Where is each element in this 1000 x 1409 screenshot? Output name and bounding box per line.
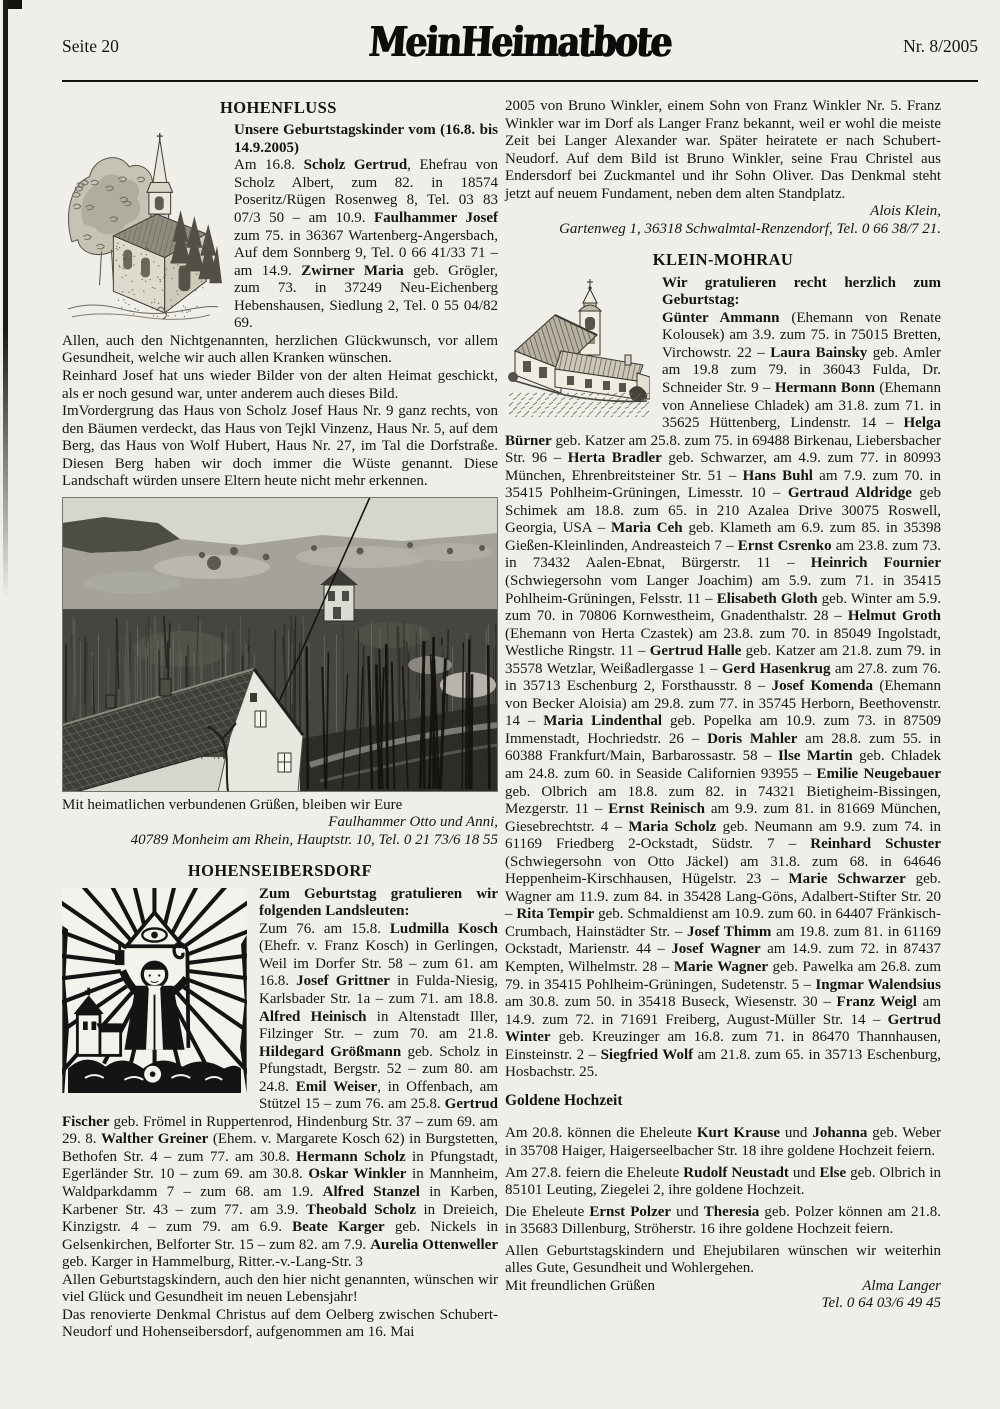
goldene-wishes: Allen Geburtstagskindern und Ehejubilaren wünschen wir weiterhin alles Gute, Gesundheit und Wohlergehen. [505, 1242, 941, 1277]
hohenseibersdorf-intro: Zum Geburtstag gratulieren wir folgenden Landsleuten: [259, 885, 498, 920]
goldene-p2: Am 27.8. feiern die Eheleute Rudolf Neustadt und Else geb. Olbrich in 85101 Leuting, Ziegelei 2, ihre goldene Hochzeit. [505, 1164, 941, 1199]
hohenfluss-block [62, 122, 498, 333]
closing-greeting: Mit freundlichen Grüßen [505, 1277, 655, 1294]
page-number-label: Seite 20 [62, 36, 119, 56]
hohenfluss-intro: Unsere Geburtstagskinder vom (16.8. bis 14.9.2005) [234, 122, 498, 156]
issue-number-label: Nr. 8/2005 [903, 36, 978, 56]
caption-signature: Faulhammer Otto und Anni, [328, 814, 498, 831]
left-column [62, 98, 498, 1342]
goldene-p3: Die Eheleute Ernst Polzer und Theresia geb. Polzer können am 21.8. in 35683 Dillenburg, Ströherstr. 16 ihre goldene Hochzeit feiern. [505, 1203, 941, 1238]
saint-woodcut-illustration [62, 888, 247, 1093]
closing-signature: Alma Langer [862, 1277, 941, 1294]
page-header [62, 0, 978, 78]
crozier-icon [187, 954, 188, 1048]
section-heading-kleinmohrau: KLEIN-MOHRAU [652, 250, 794, 270]
paragraph-denkmal-continuation: 2005 von Bruno Winkler, einem Sohn von Franz Winkler Nr. 5. Franz Winkler war im Dorf als Langer Franz bekannt, weil er wohl die meiste Zeit bei Langer Alexander war. Später heiratete er nach Schubert-Neudorf. Auf dem Bild ist Bruno Winkler, seine Frau Christel aus Endersdorf bei Zuckmantel und ihr Sohn Oliver. Das Denkmal steht jetzt auf neuem Fundament, neben dem alten Standplatz. [505, 98, 941, 202]
chapel-illustration [62, 124, 222, 324]
section-heading-hohenseibersdorf: HOHENSEIBERSDORF [187, 861, 373, 881]
village-church-illustration [505, 277, 650, 417]
paragraph-vordergrund: ImVordergrung das Haus von Scholz Josef Haus Nr. 9 ganz rechts, von den Bäumen verdeckt, das Haus von Tejkl Vinzenz, Haus Nr. 5, auf dem Berg, das Haus von Wolf Hubert, Haus Nr. 27, im Tal die Dorfstraße. Diesen Berg haben wir doch immer die Wüste genannt. Diese Landschaft würden unsere Eltern heute nicht mehr erkennen. [62, 403, 498, 490]
continuation-signature: Alois Klein, [870, 203, 941, 220]
goldene-p1: Am 20.8. können die Eheleute Kurt Krause und Johanna geb. Weber in 35708 Haiger, Haigerseelbacher Str. 18 ihre goldene Hochzeit feiern. [505, 1125, 942, 1159]
kleinmohrau-intro: Wir gratulieren recht herzlich zum Geburtstag: [662, 274, 941, 309]
header-rule [62, 80, 978, 82]
continuation-address: Gartenweg 1, 36318 Schwalmtal-Renzendorf, Tel. 0 66 38/7 21. [559, 220, 941, 237]
section-heading-goldene-hochzeit: Goldene Hochzeit [505, 1091, 623, 1109]
masthead-title: MeinHeimatbote [367, 18, 673, 66]
closing-row [505, 1278, 941, 1296]
scan-edge-artifact [3, 0, 8, 600]
landscape-photo [62, 497, 498, 792]
paragraph-birthday-wishes: Allen Geburtstagskindern, auch den hier nicht genannten, wünschen wir viel Glück und Gesundheit im neuen Lebensjahr! [62, 1271, 498, 1306]
paragraph-wishes: Allen, auch den Nichtgenannten, herzlichen Glückwunsch, vor allem Gesundheit, welche wir auch allen Kranken wünschen. [62, 332, 498, 367]
right-column [505, 98, 941, 1342]
hohenseibersdorf-block [62, 886, 498, 1272]
hohenseibersdorf-birthdays: Zum 76. am 15.8. Ludmilla Kosch (Ehefr. v. Franz Kosch) in Gerlingen, Weil im Dorfer Str. 58 – zum 61. am 16.8. Josef Grittner in Fulda-Niesig, Karlsbader Str. 1a – zum 71. am 18.8. Alfred Heinisch in Altenstadt Iller, Filzinger Str. – zum 70. am 21.8. Hildegard Größmann geb. Scholz in Pfungstadt, Bergstr. 52 – zum 80. am 24.8. Emil Weiser, in Offenbach, am Stützel 15 – zum 76. am 25.8. Gertrud Fischer geb. Frömel in Ruppertenrod, Hindenburg Str. 37 – zum 69. am 29. 8. Walther Greiner (Ehem. v. Margarete Kosch 62) in Burgstetten, Bethofen Str. 4 – zum 77. am 30.8. Hermann Scholz in Pfungstadt, Egerländer Str. 10 – zum 69. am 30.8. Oskar Winkler in Mannheim, Waldparkdamm 7 – zum 68. am 1.9. Alfred Stanzel in Karben, Karbener Str. 43 – zum 77. am 3.9. Theobald Scholz in Dreieich, Kinzigstr. 4 – zum 79. am 6.9. Beate Karger geb. Nickels in Gelsenkirchen, Belforter Str. 15 – zum 82. am 7.9. Aurelia Ottenweller geb. Karger in Hammelburg, Ritter.-v.-Lang-Str. 3 [62, 920, 499, 1271]
kleinmohrau-block [505, 275, 941, 1082]
photo-caption: Mit heimatlichen verbundenen Grüßen, bleiben wir Eure [62, 796, 403, 813]
kleinmohrau-birthdays: Günter Ammann (Ehemann von Renate Kolousek) am 3.9. zum 75. in 75015 Bretten, Virchowstr. 22 – Laura Bainsky geb. Amler am 19.8 zum 79. in 36043 Fulda, Dr. Schneider Str. 9 – Hermann Bonn (Ehemann von Anneliese Chladek) am 31.8. zum 71. in 35625 Hüttenberg, Lindenstr. 14 – Helga Bürner geb. Katzer am 25.8. zum 75. in 69488 Birkenau, Liebersbacher Str. 96 – Herta Bradler geb. Schwarzer, am 4.9. zum 77. in 80993 München, Ehrenbreitsteiner Str. 51 – Hans Buhl am 7.9. zum 70. in 35415 Pohlheim-Grüningen, Limesstr. 10 – Gertraud Aldridge geb Schimek am 18.8. zum 65. in 210 Azalea Drive 30075 Roswell, Georgia, USA – Maria Ceh geb. Klameth am 6.9. zum 85. in 35398 Gießen-Kleinlinden, Andreasteich 7 – Ernst Csrenko am 23.8. zum 73. in 73432 Aalen-Ebnat, Bürgerstr. 11 – Heinrich Fournier (Schwiegersohn vom Langer Joachim) am 5.9. zum 71. in 35415 Pohlheim-Grüningen, Felsstr. 11 – Elisabeth Gloth geb. Winter am 5.9. zum 70. in 70806 Kornwestheim, Gnadenthalstr. 28 – Helmut Groth (Ehemann von Herta Czastek) am 23.8. zum 70. in 85049 Ingolstadt, Westliche Ringstr. 11 – Gertrud Halle geb. Katzer am 21.8. zum 79. in 35578 Wetzlar, Weißadlergasse 1 – Gerd Hasenkrug am 27.8. zum 76. in 35713 Eschenburg 2, Forsthausstr. 8 – Josef Komenda (Ehemann von Becker Aloisia) am 29.8. zum 77. in 35745 Herborn, Beethovenstr. 14 – Maria Lindenthal geb. Popelka am 10.9. zum 73. in 87509 Immenstadt, Hochriedstr. 26 – Doris Mahler am 28.8. zum 55. in 60388 Frankfurt/Main, Barbarossastr. 58 – Ilse Martin geb. Chladek am 24.8. zum 60. in Seaside Californien 93955 – Emilie Neugebauer geb. Olbrich am 18.8. zum 82. in 74321 Bietigheim-Bissingen, Mezgerstr. 11 – Ernst Reinisch am 9.9. zum 81. in 81669 München, Giesebrechtstr. 4 – Maria Scholz geb. Neumann am 9.9. zum 74. in 61169 Friedberg 2-Ockstadt, Südstr. 7 – Reinhard Schuster (Schwiegersohn von Otto Jäckel) am 31.8. zum 68. in 64646 Heppenheim-Kirschhausen, Hügelstr. 23 – Marie Schwarzer geb. Wagner am 11.9. zum 84. in 35428 Lang-Göns, Adalbert-Stifter Str. 20 – Rita Tempir geb. Schmaldienst am 10.9. zum 60. in 64407 Fränkisch-Crumbach, Hainstädter Str. – Josef Thimm am 19.8. zum 81. in 61169 Ockstadt, Marienstr. 44 – Josef Wagner am 14.9. zum 72. in 87437 Kempten, Wilhelmstr. 28 – Marie Wagner geb. Pawelka am 26.8. zum 79. in 35415 Pohlheim-Grüningen, Sudetenstr. 5 – Ingmar Walendsius am 30.8. zum 50. in 35418 Buseck, Wiesenstr. 30 – Franz Weigl am 14.9. zum 72. in 71691 Freiberg, August-Müller Str. 14 – Gertrud Winter geb. Kreuzinger am 16.8. zum 71. in 86470 Thannhausen, Einsteinstr. 2 – Siegfried Wolf am 21.8. zum 65. in 35713 Eschenburg, Hosbachstr. 25. [505, 309, 942, 1081]
hohenfluss-birthdays: Am 16.8. Scholz Gertrud, Ehefrau von Scholz Albert, zum 82. in 18574 Poseritz/Rügen Rosenweg 8, Tel. 03 83 07/3 50 – am 10.9. Faulhammer Josef zum 75. in 36367 Wartenberg-Angersbach, Auf dem Sonnberg 9, Tel. 0 66 41/33 71 – am 14.9. Zwirner Maria geb. Grögler, zum 73. in 37249 Neu-Eichenberg Hebenshausen, Siedlung 2, Tel. 0 55 04/82 69. [234, 157, 499, 332]
paragraph-denkmal: Das renovierte Denkmal Christus auf dem Oelberg zwischen Schubert-Neudorf und Hohenseibersdorf, aufgenommen am 16. Mai [62, 1306, 498, 1341]
closing-telephone: Tel. 0 64 03/6 49 45 [821, 1295, 941, 1312]
caption-signature-address: 40789 Monheim am Rhein, Hauptstr. 10, Tel. 0 21 73/6 18 55 [130, 831, 498, 848]
scan-corner-artifact [8, 0, 22, 9]
section-heading-hohenfluss: HOHENFLUSS [220, 98, 337, 117]
article-columns [62, 98, 942, 1342]
paragraph-reinhard: Reinhard Josef hat uns wieder Bilder von der alten Heimat geschickt, als er noch gesund war, unter anderem auch dieses Bild. [62, 367, 498, 402]
